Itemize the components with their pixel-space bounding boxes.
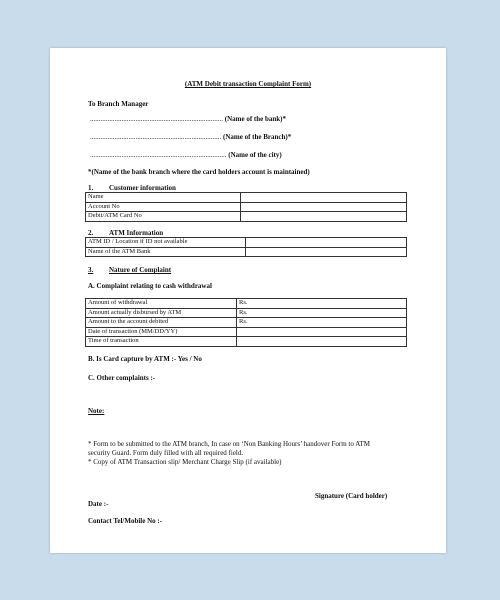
note-heading: Note:	[88, 407, 105, 415]
city-name-dots: ..............................................................................	[90, 151, 227, 159]
branch-name-dots: ...........................................................................	[90, 133, 222, 141]
disbursed-amount-field[interactable]: Rs.	[237, 308, 407, 318]
table-row	[86, 308, 407, 318]
row-label: Amount of withdrawal	[86, 299, 237, 309]
row-label: Time of transaction	[86, 337, 237, 347]
table-row	[86, 212, 407, 222]
row-label: ATM ID / Location if ID not available	[86, 238, 246, 248]
atm-id-field[interactable]	[246, 238, 407, 248]
table-row	[86, 247, 407, 257]
withdrawal-amount-field[interactable]: Rs.	[237, 299, 407, 309]
name-field[interactable]	[241, 193, 407, 203]
form-title: (ATM Debit transaction Complaint Form)	[184, 80, 312, 88]
note-1: * Form to be submitted to the ATM branch, In case on ‘Non Banking Hours’ handover Form to ATM security Guard. Form duly filled with all required field.	[88, 440, 370, 457]
city-name-label: (Name of the city)	[228, 151, 282, 159]
section1-title: Customer information	[109, 184, 176, 192]
table-row	[86, 327, 407, 337]
atm-info-table	[85, 237, 407, 257]
row-label: Name	[86, 193, 241, 203]
table-row	[86, 193, 407, 203]
branch-name-label: (Name of the Branch)*	[223, 133, 292, 141]
branch-name-line[interactable]	[90, 133, 291, 142]
table-row	[86, 318, 407, 328]
atm-bank-field[interactable]	[246, 247, 407, 257]
bank-name-dots: ............................................................................	[90, 115, 223, 123]
section1-number: 1.	[88, 184, 94, 192]
account-no-field[interactable]	[241, 202, 407, 212]
section3-number: 3.	[88, 266, 94, 274]
date-label: Date :-	[88, 500, 109, 508]
section2-title: ATM Information	[109, 229, 164, 237]
row-label: Debit/ATM Card No	[86, 212, 241, 222]
transaction-date-field[interactable]	[237, 327, 407, 337]
row-label: Amount to the account debited	[86, 318, 237, 328]
row-label: Name of the ATM Bank	[86, 247, 246, 257]
row-label: Account No	[86, 202, 241, 212]
section2-number: 2.	[88, 229, 94, 237]
city-name-line[interactable]	[90, 151, 282, 160]
sub-c-heading: C. Other complaints :-	[88, 374, 156, 382]
section3-title: Nature of Complaint	[109, 266, 172, 274]
sub-a-heading: A. Complaint relating to cash withdrawal	[88, 282, 212, 290]
signature-label: Signature (Card holder)	[315, 492, 388, 500]
cash-withdrawal-table	[85, 298, 407, 347]
contact-label: Contact Tel/Mobile No :-	[88, 517, 163, 525]
note-2: * Copy of ATM Transaction slip/ Merchant Charge Slip (if available)	[88, 458, 282, 466]
addressee: To Branch Manager	[88, 100, 149, 108]
table-row	[86, 238, 407, 248]
bank-name-line[interactable]	[90, 115, 286, 124]
card-no-field[interactable]	[241, 212, 407, 222]
row-label: Date of transaction (MM/DD/YY)	[86, 327, 237, 337]
section3-heading	[88, 266, 171, 275]
row-label: Amount actually disbursed by ATM	[86, 308, 237, 318]
customer-info-table	[85, 192, 407, 222]
table-row	[86, 202, 407, 212]
debited-amount-field[interactable]: Rs.	[237, 318, 407, 328]
table-row	[86, 337, 407, 347]
form-page	[50, 48, 446, 553]
branch-note: *(Name of the bank branch where the card holders account is maintained)	[88, 168, 310, 176]
bank-name-label: (Name of the bank)*	[224, 115, 286, 123]
sub-b-heading: B. Is Card capture by ATM :- Yes / No	[88, 355, 202, 363]
transaction-time-field[interactable]	[237, 337, 407, 347]
table-row	[86, 299, 407, 309]
